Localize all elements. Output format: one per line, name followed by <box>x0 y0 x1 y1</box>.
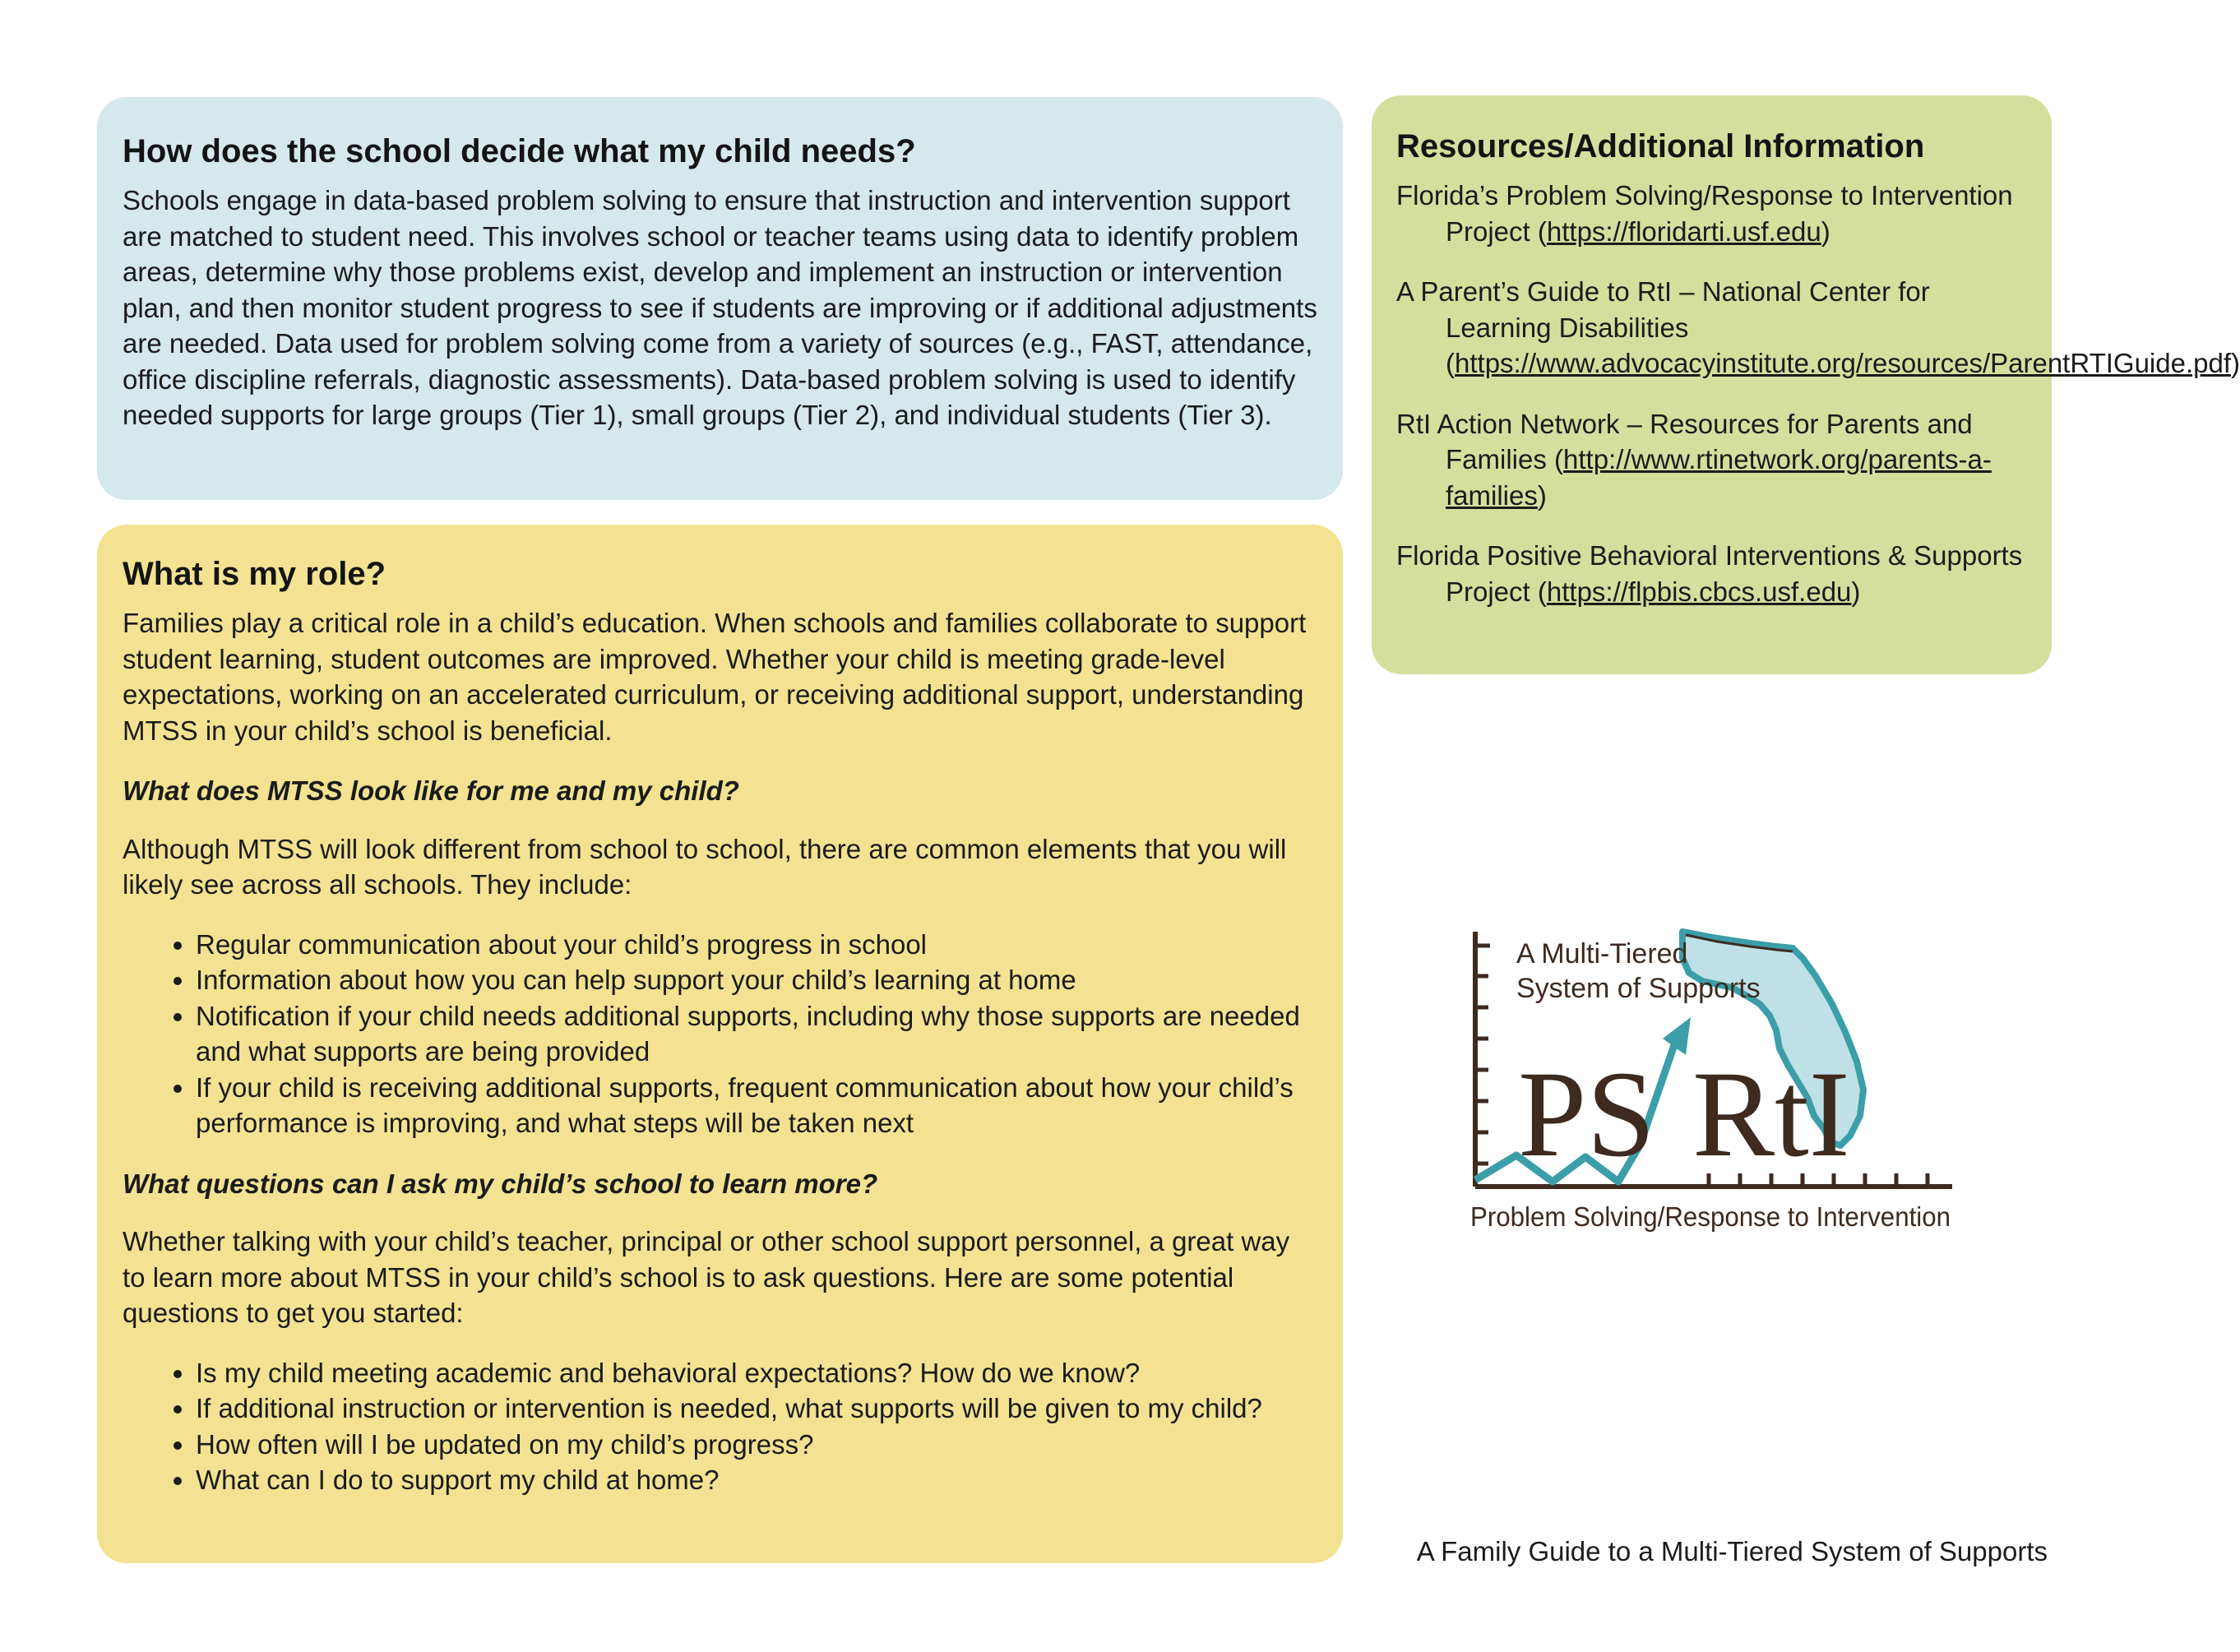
resource-item <box>1396 178 2035 249</box>
psrti-logo <box>1470 925 1953 1238</box>
mtss-look-question: What does MTSS look like for me and my child? <box>123 775 739 806</box>
school-decision-heading: How does the school decide what my child needs? <box>123 133 916 169</box>
list-item: • How often will I be updated on my child’s progress? <box>196 1427 1318 1463</box>
resource-link[interactable]: https://www.advocacyinstitute.org/resources/ParentRTIGuide.pdf <box>1455 348 2232 378</box>
resource-item <box>1396 538 2035 609</box>
school-decision-body: Schools engage in data-based problem solving to ensure that instruction and intervention support are matched to student need. This involves school or teacher teams using data to identify problem areas, determine why those problems exist, develop and implement an instruction or intervention plan, and then monitor student progress to see if students are improving or if additional adjustments are needed. Data used for problem solving come from a variety of sources (e.g., FAST, attendance, office discipline referrals, diagnostic assessments). Data-based problem solving is used to identify needed supports for large groups (Tier 1), small groups (Tier 2), and individual students (Tier 3). <box>123 185 1317 430</box>
questions-question: What questions can I ask my child’s school to learn more? <box>123 1168 878 1199</box>
family-role-heading: What is my role? <box>123 556 386 592</box>
resources-heading: Resources/Additional Information <box>1396 128 1925 164</box>
resource-text: Florida’s Problem Solving/Response to Intervention Project ( <box>1396 180 2013 247</box>
list-item: • Information about how you can help support your child’s learning at home <box>196 962 1318 998</box>
resource-item <box>1396 406 2035 514</box>
resource-text: RtI Action Network – Resources for Parents and Families ( <box>1396 408 1973 474</box>
resource-link[interactable]: http://www.rtinetwork.org/parents-a-families <box>1446 444 1992 511</box>
resource-text: ) <box>1537 479 1547 511</box>
resource-text: ) <box>1851 576 1861 607</box>
resource-text: ) <box>1821 215 1830 247</box>
logo-line1: A Multi-Tiered <box>1516 938 1688 969</box>
school-decision-panel <box>97 97 1343 500</box>
resources-panel <box>1372 95 2240 674</box>
family-role-panel <box>97 525 1343 1563</box>
resource-text: ) <box>2231 348 2240 378</box>
logo-line2: System of Supports <box>1516 973 1761 1004</box>
list-item: • Regular communication about your child’s progress in school <box>196 927 1318 963</box>
logo-rti: RtI <box>1692 1046 1850 1182</box>
resource-text: A Parent’s Guide to RtI – National Center for Learning Disabilities ( <box>1396 276 1930 378</box>
footer-title: A Family Guide to a Multi-Tiered System of Supports <box>1416 1536 2048 1566</box>
family-role-intro: Families play a critical role in a child’s education. When schools and families collaborate to support student learning, student outcomes are improved. Whether your child is meeting grade-level expectations, working on an accelerated curriculum, or receiving additional support, understanding MTSS in your child’s school is beneficial. <box>123 608 1307 746</box>
resource-text: Florida Positive Behavioral Interventions & Supports Project ( <box>1396 540 2023 607</box>
list-item: • What can I do to support my child at home? <box>196 1462 1318 1498</box>
potential-questions-list <box>123 1355 1318 1498</box>
mtss-look-intro: Although MTSS will look different from school to school, there are common elements that you will likely see across all schools. They include: <box>123 833 1287 900</box>
resource-item <box>1396 274 2240 382</box>
list-item: • If additional instruction or intervention is needed, what supports will be given to my child? <box>196 1391 1318 1427</box>
list-item: • Is my child meeting academic and behavioral expectations? How do we know? <box>196 1355 1318 1391</box>
list-item: • Notification if your child needs additional supports, including why those supports are needed and what supports are being provided <box>196 998 1318 1070</box>
logo-tagline: Problem Solving/Response to Intervention <box>1470 1201 1951 1232</box>
resource-link[interactable]: https://flpbis.cbcs.usf.edu <box>1546 576 1852 607</box>
logo-ps: PS <box>1518 1046 1655 1182</box>
questions-intro: Whether talking with your child’s teacher, principal or other school support personnel, a great way to learn more about MTSS in your child’s school is to ask questions. Here are some potential questions to get you started: <box>123 1226 1290 1328</box>
list-item: • If your child is receiving additional supports, frequent communication about how your child’s performance is improving, and what steps will be taken next <box>196 1070 1318 1141</box>
resource-link[interactable]: https://floridarti.usf.edu <box>1546 215 1821 247</box>
common-elements-list <box>123 927 1318 1141</box>
